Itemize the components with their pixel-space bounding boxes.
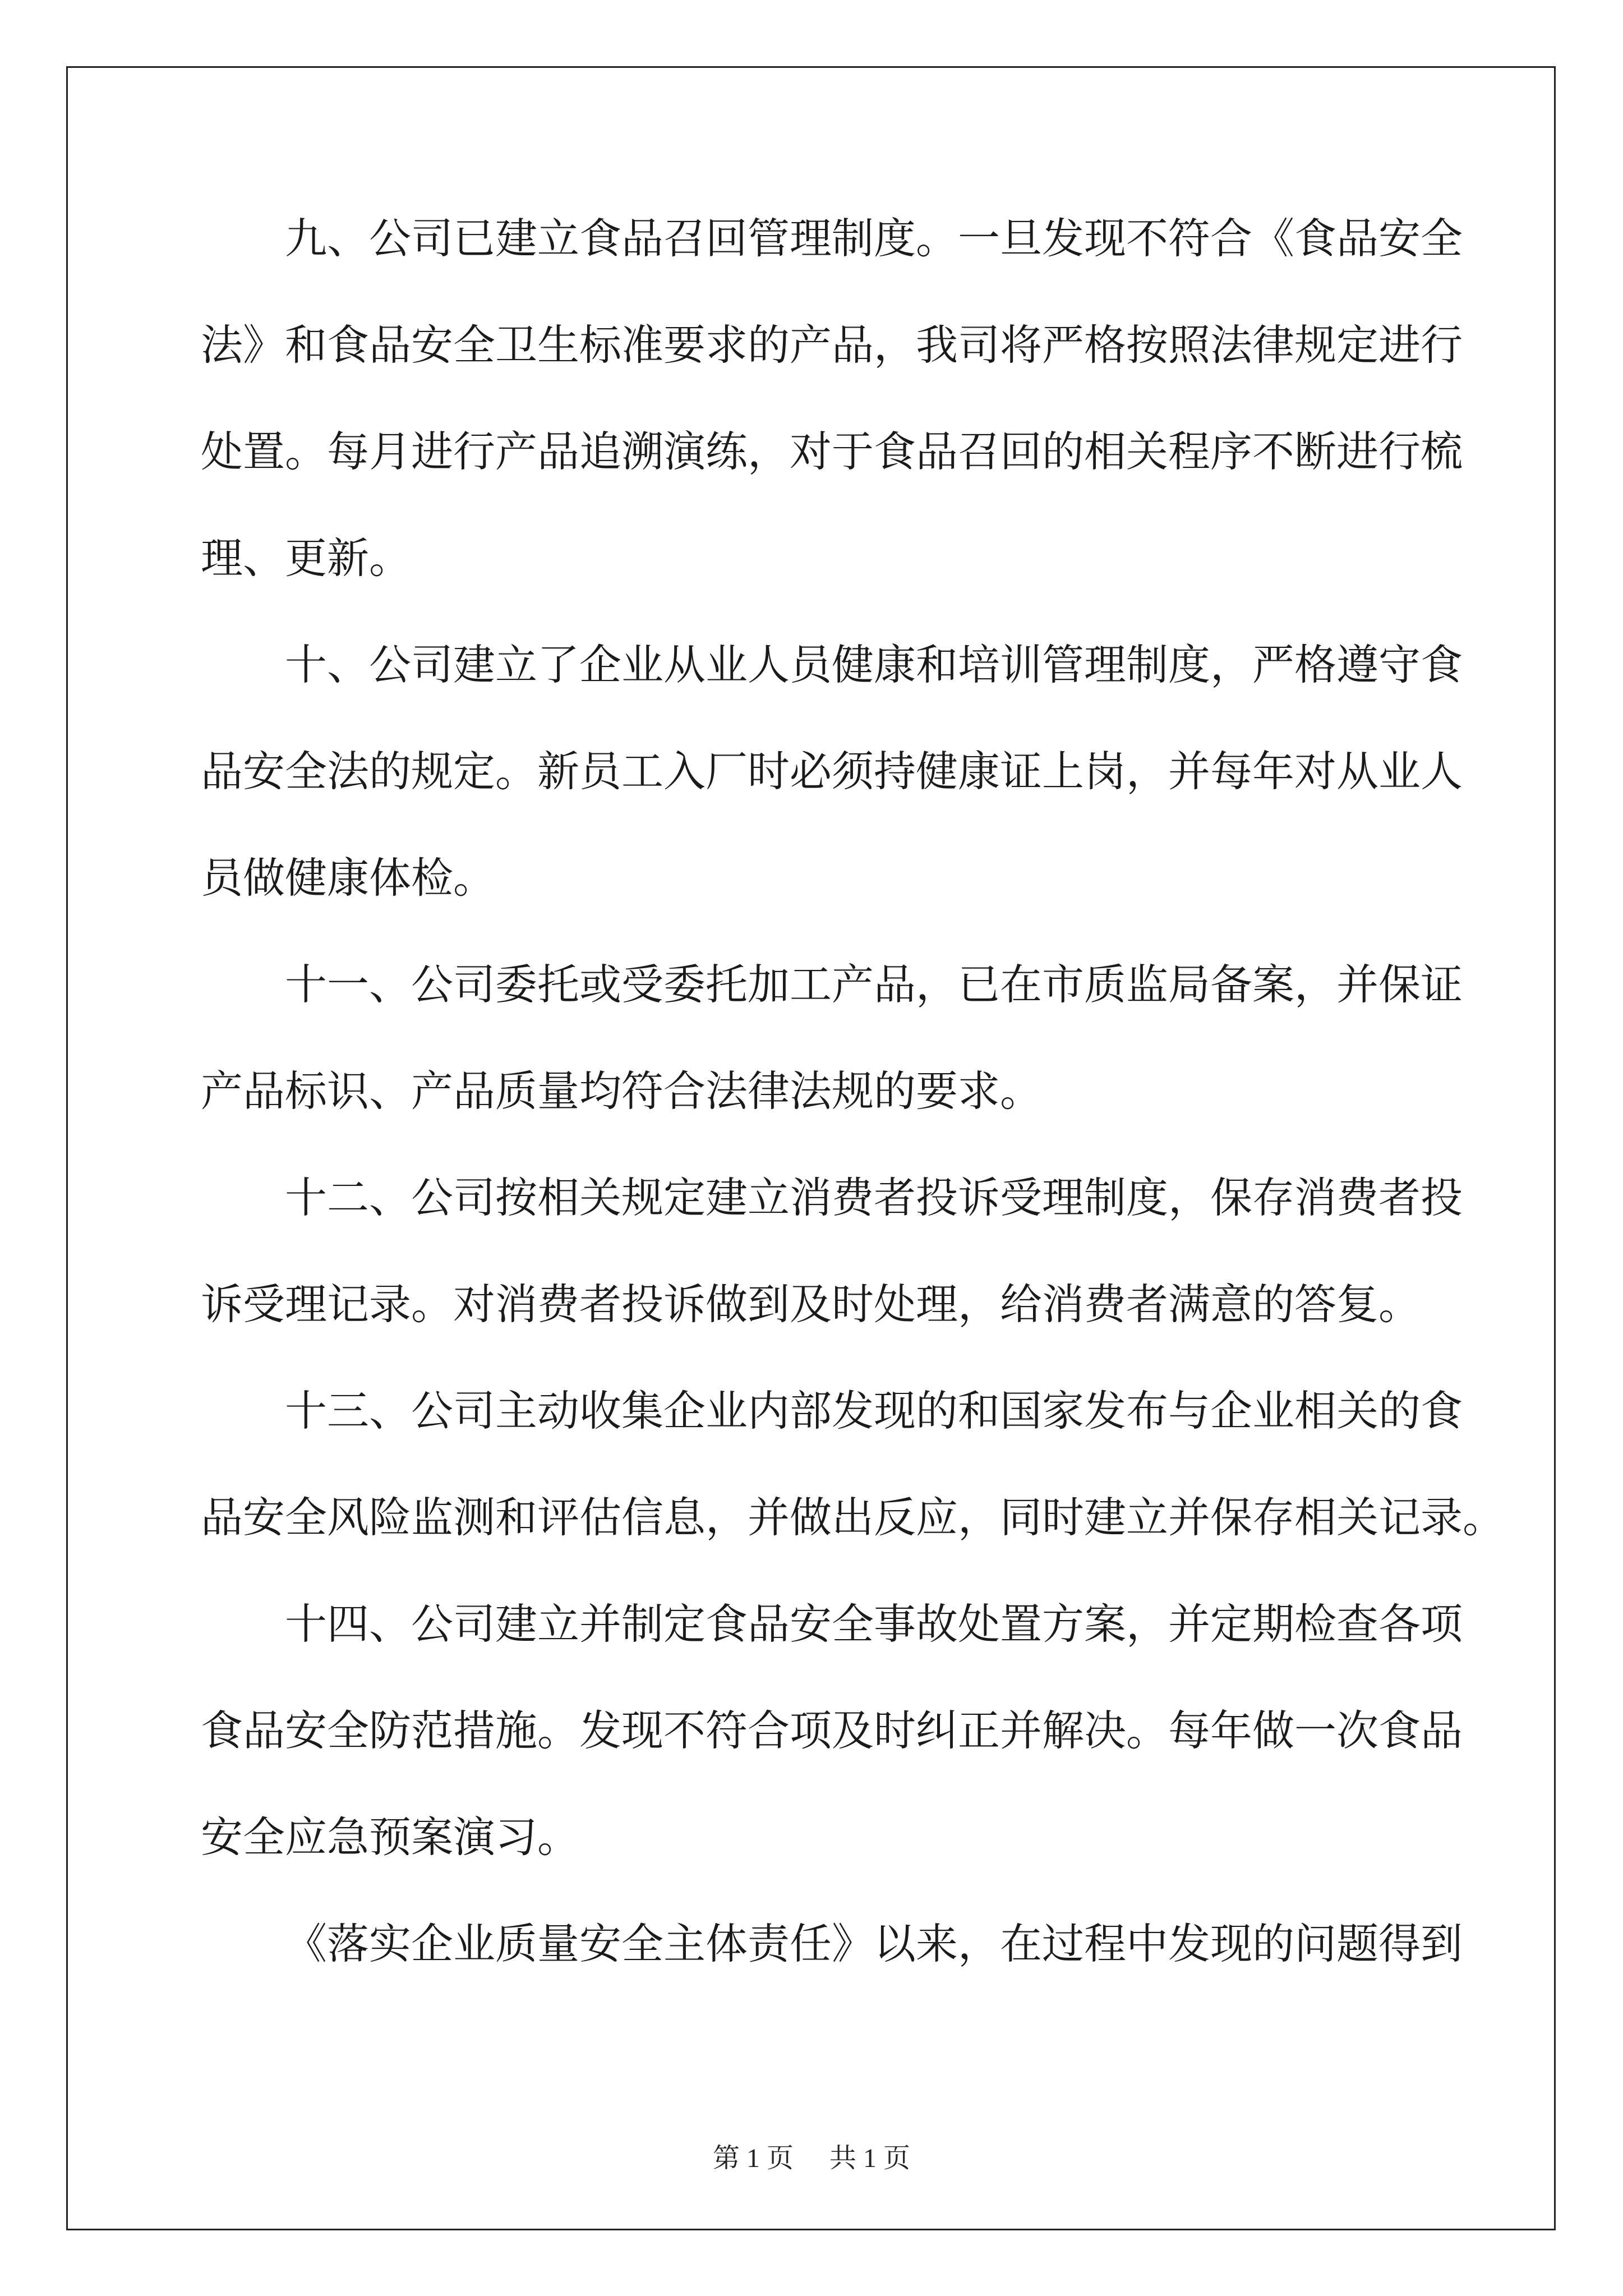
text-line: 九、公司已建立食品召回管理制度。一旦发现不符合《食品安全	[285, 214, 1463, 263]
text-line: 《落实企业质量安全主体责任》以来，在过程中发现的问题得到	[285, 1919, 1463, 1968]
page-footer	[0, 2136, 1623, 2175]
text-line: 诉受理记录。对消费者投诉做到及时处理，给消费者满意的答复。	[201, 1280, 1421, 1329]
page-total: 共 1 页	[829, 2143, 911, 2173]
text-line: 员做健康体检。	[201, 853, 496, 903]
text-line: 十、公司建立了企业从业人员健康和培训管理制度，严格遵守食	[285, 640, 1463, 689]
paragraph	[201, 1596, 1463, 1916]
paragraph	[201, 1383, 1505, 1596]
text-line: 十一、公司委托或受委托加工产品，已在市质监局备案，并保证	[285, 960, 1463, 1009]
paragraph	[201, 210, 1463, 637]
paragraph	[201, 637, 1463, 956]
page-number: 第 1 页	[712, 2143, 794, 2173]
document-body	[201, 210, 1505, 2022]
text-line: 处置。每月进行产品追溯演练，对于食品召回的相关程序不断进行梳	[201, 427, 1463, 476]
text-line: 产品标识、产品质量均符合法律法规的要求。	[201, 1066, 1043, 1116]
text-line: 食品安全防范措施。发现不符合项及时纠正并解决。每年做一次食品	[201, 1706, 1463, 1755]
text-line: 法》和食品安全卫生标准要求的产品，我司将严格按照法律规定进行	[201, 320, 1463, 370]
text-line: 品安全风险监测和评估信息，并做出反应，同时建立并保存相关记录。	[201, 1493, 1505, 1542]
paragraph	[201, 1170, 1463, 1383]
text-line: 安全应急预案演习。	[201, 1812, 580, 1862]
text-line: 理、更新。	[201, 533, 412, 583]
text-line: 品安全法的规定。新员工入厂时必须持健康证上岗，并每年对从业人	[201, 747, 1463, 796]
paragraph	[201, 956, 1463, 1170]
text-line: 十三、公司主动收集企业内部发现的和国家发布与企业相关的食	[285, 1386, 1463, 1435]
text-line: 十二、公司按相关规定建立消费者投诉受理制度，保存消费者投	[285, 1173, 1463, 1222]
paragraph	[201, 1916, 1463, 2022]
text-line: 十四、公司建立并制定食品安全事故处置方案，并定期检查各项	[285, 1599, 1463, 1649]
